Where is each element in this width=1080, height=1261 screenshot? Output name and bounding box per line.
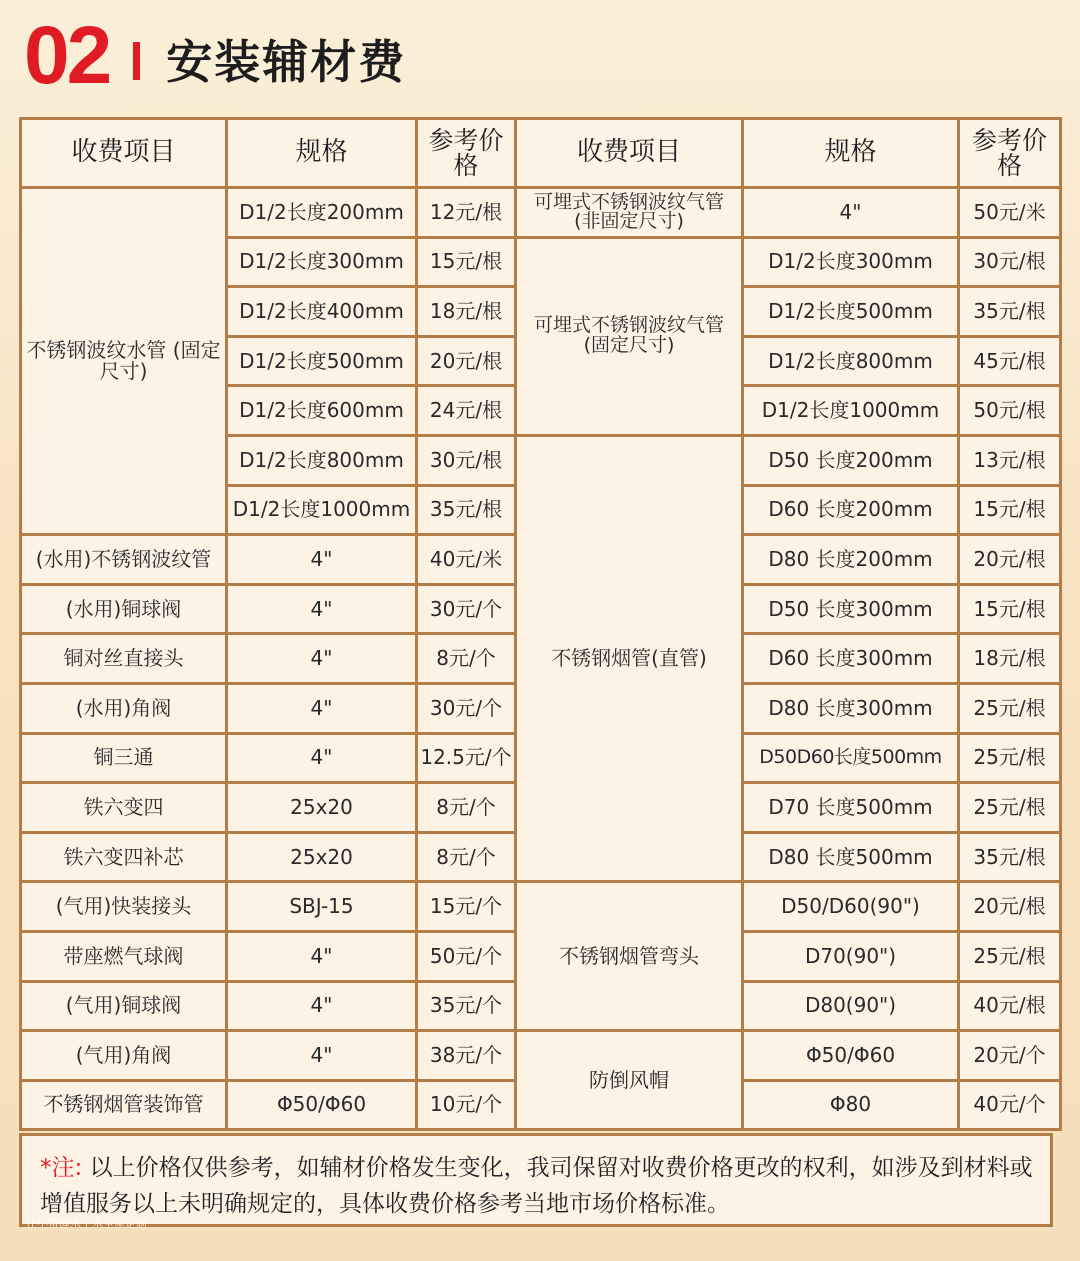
item-cell: 铁六变四 xyxy=(21,783,227,833)
spec-cell: 4" xyxy=(227,683,417,733)
group-label-flue-pipe: 不锈钢烟管(直管) xyxy=(516,435,743,881)
spec-cell: D1/2长度300mm xyxy=(227,237,417,287)
table-row xyxy=(21,188,1061,238)
price-cell: 25元/根 xyxy=(959,733,1061,783)
item-cell: (气用)快装接头 xyxy=(21,882,227,932)
spec-cell: D60 长度200mm xyxy=(743,485,959,535)
table-row xyxy=(21,1031,1061,1081)
price-cell: 20元/个 xyxy=(959,1031,1061,1081)
price-cell: 8元/个 xyxy=(417,832,516,882)
price-cell: 20元/根 xyxy=(959,535,1061,585)
spec-cell: D1/2长度600mm xyxy=(227,386,417,436)
price-cell: 25元/根 xyxy=(959,683,1061,733)
header-price-2: 参考价格 xyxy=(959,119,1061,188)
spec-cell: D1/2长度500mm xyxy=(743,287,959,337)
group-label-gas-pipe-fixed: 可埋式不锈钢波纹气管 (固定尺寸) xyxy=(516,237,743,435)
title-divider xyxy=(133,42,140,80)
section-number: 02 xyxy=(24,10,110,101)
spec-cell: D70(90") xyxy=(743,931,959,981)
spec-cell: D80 长度300mm xyxy=(743,683,959,733)
price-cell: 18元/根 xyxy=(959,634,1061,684)
spec-cell: D50 长度200mm xyxy=(743,435,959,485)
price-cell: 35元/个 xyxy=(417,981,516,1031)
price-cell: 30元/根 xyxy=(959,237,1061,287)
spec-cell: 4" xyxy=(227,634,417,684)
spec-cell: 25x20 xyxy=(227,783,417,833)
spec-cell: 4" xyxy=(227,1031,417,1081)
item-cell: (水用)不锈钢波纹管 xyxy=(21,535,227,585)
item-cell: 铜对丝直接头 xyxy=(21,634,227,684)
spec-cell: 4" xyxy=(227,584,417,634)
header-item-2: 收费项目 xyxy=(516,119,743,188)
price-cell: 30元/个 xyxy=(417,683,516,733)
spec-cell: D60 长度300mm xyxy=(743,634,959,684)
price-cell: 35元/根 xyxy=(959,832,1061,882)
price-cell: 8元/个 xyxy=(417,783,516,833)
spec-cell: D1/2长度1000mm xyxy=(227,485,417,535)
price-cell: 30元/根 xyxy=(417,435,516,485)
spec-cell: 4" xyxy=(227,981,417,1031)
price-cell: 20元/根 xyxy=(417,336,516,386)
price-cell: 25元/根 xyxy=(959,931,1061,981)
spec-cell: D1/2长度500mm xyxy=(227,336,417,386)
header-item: 收费项目 xyxy=(21,119,227,188)
price-cell: 15元/根 xyxy=(959,584,1061,634)
footnote-label: *注: xyxy=(40,1155,83,1181)
price-cell: 15元/根 xyxy=(959,485,1061,535)
price-cell: 40元/根 xyxy=(959,981,1061,1031)
price-cell: 50元/米 xyxy=(959,188,1061,238)
spec-cell: 4" xyxy=(743,188,959,238)
spec-cell: 25x20 xyxy=(227,832,417,882)
spec-cell: D50D60长度500mm xyxy=(743,733,959,783)
price-cell: 13元/根 xyxy=(959,435,1061,485)
price-cell: 40元/个 xyxy=(959,1080,1061,1130)
item-cell: 铁六变四补芯 xyxy=(21,832,227,882)
header-spec: 规格 xyxy=(227,119,417,188)
price-cell: 20元/根 xyxy=(959,882,1061,932)
footnote xyxy=(19,1133,1053,1227)
price-cell: 35元/根 xyxy=(417,485,516,535)
item-cell: 带座燃气球阀 xyxy=(21,931,227,981)
page-header xyxy=(24,8,406,104)
group-label-flue-elbow: 不锈钢烟管弯头 xyxy=(516,882,743,1031)
price-cell: 18元/根 xyxy=(417,287,516,337)
spec-cell: D1/2长度300mm xyxy=(743,237,959,287)
item-cell: (气用)铜球阀 xyxy=(21,981,227,1031)
item-cell: 铜三通 xyxy=(21,733,227,783)
price-table xyxy=(19,117,1062,1131)
item-cell: 不锈钢烟管装饰管 xyxy=(21,1080,227,1130)
price-cell: 8元/个 xyxy=(417,634,516,684)
item-cell: (水用)角阀 xyxy=(21,683,227,733)
price-cell: 12.5元/个 xyxy=(417,733,516,783)
price-cell: 50元/根 xyxy=(959,386,1061,436)
spec-cell: 4" xyxy=(227,931,417,981)
spec-cell: D1/2长度400mm xyxy=(227,287,417,337)
price-cell: 45元/根 xyxy=(959,336,1061,386)
price-cell: 38元/个 xyxy=(417,1031,516,1081)
table-row xyxy=(21,882,1061,932)
spec-cell: Φ50/Φ60 xyxy=(743,1031,959,1081)
price-cell: 25元/根 xyxy=(959,783,1061,833)
price-cell: 35元/根 xyxy=(959,287,1061,337)
group-label-anti-backdraft-cap: 防倒风帽 xyxy=(516,1031,743,1130)
spec-cell: D1/2长度800mm xyxy=(227,435,417,485)
spec-cell: D80 长度500mm xyxy=(743,832,959,882)
price-cell: 30元/个 xyxy=(417,584,516,634)
item-cell: 可埋式不锈钢波纹气管 (非固定尺寸) xyxy=(516,188,743,238)
spec-cell: 4" xyxy=(227,535,417,585)
price-cell: 12元/根 xyxy=(417,188,516,238)
price-cell: 40元/米 xyxy=(417,535,516,585)
group-label-water-pipe: 不锈钢波纹水管 (固定尺寸) xyxy=(21,188,227,535)
price-cell: 50元/个 xyxy=(417,931,516,981)
watermark: 住小帮@木子木全屋定制 xyxy=(26,1217,147,1230)
spec-cell: 4" xyxy=(227,733,417,783)
spec-cell: D1/2长度1000mm xyxy=(743,386,959,436)
spec-cell: D80(90") xyxy=(743,981,959,1031)
price-cell: 24元/根 xyxy=(417,386,516,436)
header-price: 参考价格 xyxy=(417,119,516,188)
item-cell: (水用)铜球阀 xyxy=(21,584,227,634)
price-cell: 15元/个 xyxy=(417,882,516,932)
spec-cell: Φ80 xyxy=(743,1080,959,1130)
spec-cell: D1/2长度800mm xyxy=(743,336,959,386)
page-title: 安装辅材费 xyxy=(166,35,407,89)
spec-cell: Φ50/Φ60 xyxy=(227,1080,417,1130)
price-cell: 15元/根 xyxy=(417,237,516,287)
spec-cell: D80 长度200mm xyxy=(743,535,959,585)
spec-cell: D70 长度500mm xyxy=(743,783,959,833)
header-spec-2: 规格 xyxy=(743,119,959,188)
footnote-text: 以上价格仅供参考，如辅材价格发生变化，我司保留对收费价格更改的权利，如涉及到材料或增值服务以上未明确规定的，具体收费价格参考当地市场价格标准。 xyxy=(40,1155,1033,1217)
spec-cell: D50/D60(90") xyxy=(743,882,959,932)
spec-cell: SBJ-15 xyxy=(227,882,417,932)
price-cell: 10元/个 xyxy=(417,1080,516,1130)
spec-cell: D50 长度300mm xyxy=(743,584,959,634)
item-cell: (气用)角阀 xyxy=(21,1031,227,1081)
table-header-row xyxy=(21,119,1061,188)
spec-cell: D1/2长度200mm xyxy=(227,188,417,238)
